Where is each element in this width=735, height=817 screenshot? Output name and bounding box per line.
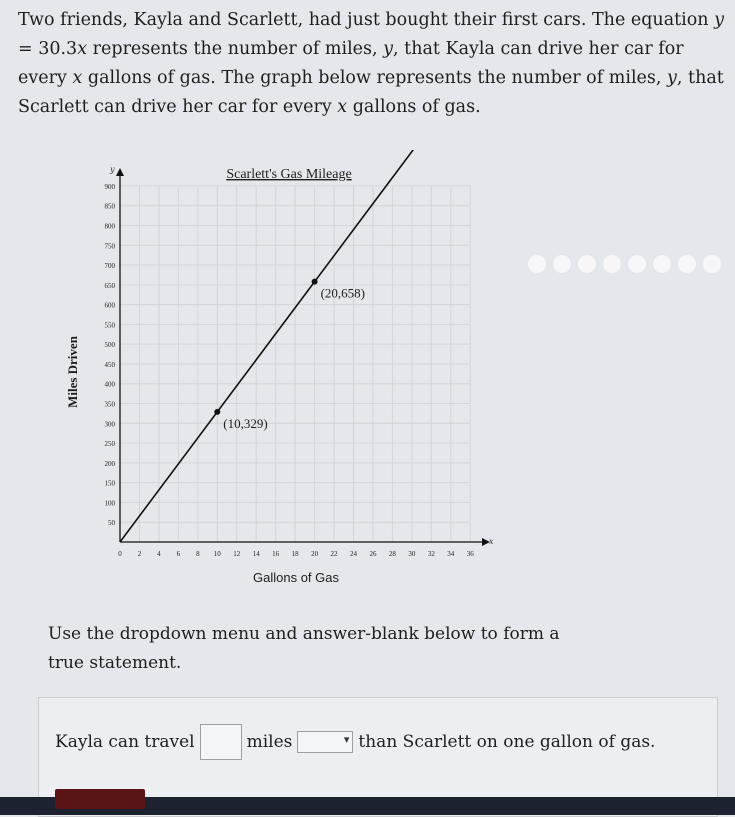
y-tick-label: 550 — [104, 321, 115, 330]
chart-ticks — [105, 183, 475, 558]
var-y: y — [383, 39, 394, 59]
y-axis-arrow-icon — [116, 168, 124, 176]
y-tick-label: 850 — [104, 202, 115, 211]
y-tick-label: 100 — [104, 499, 115, 508]
problem-sentence-1: Two friends, Kayla and Scarlett, had just bought their first cars. The equation — [18, 10, 709, 30]
chart-grid — [120, 186, 470, 542]
equation-var-x: x — [77, 39, 88, 59]
y-tick-label: 800 — [104, 222, 115, 231]
x-tick-label: 24 — [350, 550, 358, 558]
answer-text-3: than Scarlett on one gallon of gas. — [358, 732, 656, 752]
answer-text-2: miles — [246, 732, 293, 752]
y-tick-label: 350 — [104, 400, 115, 409]
y-tick-label: 50 — [108, 519, 115, 528]
mileage-line — [120, 150, 439, 542]
x-tick-label: 18 — [291, 550, 299, 558]
answer-statement — [55, 724, 655, 760]
y-tick-label: 250 — [104, 440, 115, 449]
x-tick-label: 26 — [369, 550, 377, 558]
x-tick-label: 30 — [408, 550, 416, 558]
x-tick-label: 0 — [118, 550, 122, 558]
var-y-2: y — [667, 68, 677, 88]
problem-sentence-4: gallons of gas. The graph below represents the number of miles, — [82, 68, 668, 88]
data-point — [312, 279, 318, 285]
dot — [678, 255, 696, 273]
x-axis-letter: x — [489, 537, 494, 546]
y-tick-label: 200 — [104, 459, 115, 468]
dot — [653, 255, 671, 273]
x-tick-label: 20 — [311, 550, 319, 558]
y-tick-label: 150 — [104, 479, 115, 488]
x-tick-label: 32 — [427, 550, 435, 558]
x-tick-label: 10 — [213, 550, 221, 558]
x-axis-label: Gallons of Gas — [253, 570, 339, 585]
problem-sentence-5: , that Scarlett can drive her car for every — [18, 68, 724, 117]
comparison-dropdown[interactable] — [297, 731, 353, 753]
loading-dots — [528, 255, 721, 273]
scarlett-mileage-chart — [0, 150, 735, 590]
problem-sentence-6: gallons of gas. — [347, 97, 481, 117]
dot — [578, 255, 596, 273]
dot — [703, 255, 721, 273]
y-tick-label: 600 — [104, 301, 115, 310]
y-axis-label: Miles Driven — [65, 336, 80, 408]
problem-sentence-2: represents the number of miles, — [87, 39, 384, 59]
problem-text — [18, 6, 728, 122]
problem-sentence-3: , that Kayla can drive her car for every — [18, 39, 684, 88]
x-tick-label: 22 — [330, 550, 338, 558]
var-x-2: x — [337, 97, 348, 117]
dot — [628, 255, 646, 273]
x-tick-label: 12 — [233, 550, 241, 558]
x-tick-label: 6 — [176, 550, 181, 558]
y-tick-label: 400 — [104, 380, 115, 389]
instructions-text: Use the dropdown menu and answer-blank below to form a true statement. — [48, 624, 560, 673]
answer-text-1: Kayla can travel — [55, 732, 195, 752]
data-point-label: (20,658) — [320, 285, 366, 301]
chevron-down-icon: ▾ — [343, 733, 350, 746]
y-tick-label: 300 — [104, 420, 115, 429]
miles-answer-blank[interactable] — [200, 724, 242, 760]
y-tick-label: 700 — [104, 262, 115, 271]
y-tick-label: 650 — [104, 281, 115, 290]
dot — [603, 255, 621, 273]
x-tick-label: 14 — [252, 550, 260, 558]
x-tick-label: 36 — [466, 550, 474, 558]
x-tick-label: 28 — [388, 550, 396, 558]
y-tick-label: 900 — [104, 182, 115, 191]
y-tick-label: 750 — [104, 242, 115, 251]
chart-series — [120, 150, 439, 542]
equation-var-y: y — [714, 10, 725, 30]
x-tick-label: 2 — [137, 550, 142, 558]
dot — [528, 255, 546, 273]
data-point-label: (10,329) — [223, 415, 268, 431]
submit-button[interactable] — [55, 789, 145, 809]
y-tick-label: 500 — [104, 341, 115, 350]
y-tick-label: 450 — [104, 360, 115, 369]
x-tick-label: 8 — [196, 550, 200, 558]
chart-axes — [116, 168, 490, 546]
equation-body: = 30.3 — [18, 39, 78, 59]
y-axis-letter: y — [110, 165, 115, 174]
var-x: x — [72, 68, 83, 88]
x-tick-label: 16 — [272, 550, 280, 558]
chart-title: Scarlett's Gas Mileage — [226, 167, 352, 182]
x-tick-label: 34 — [447, 550, 455, 558]
dot — [553, 255, 571, 273]
x-tick-label: 4 — [157, 550, 161, 558]
data-point — [214, 409, 220, 415]
